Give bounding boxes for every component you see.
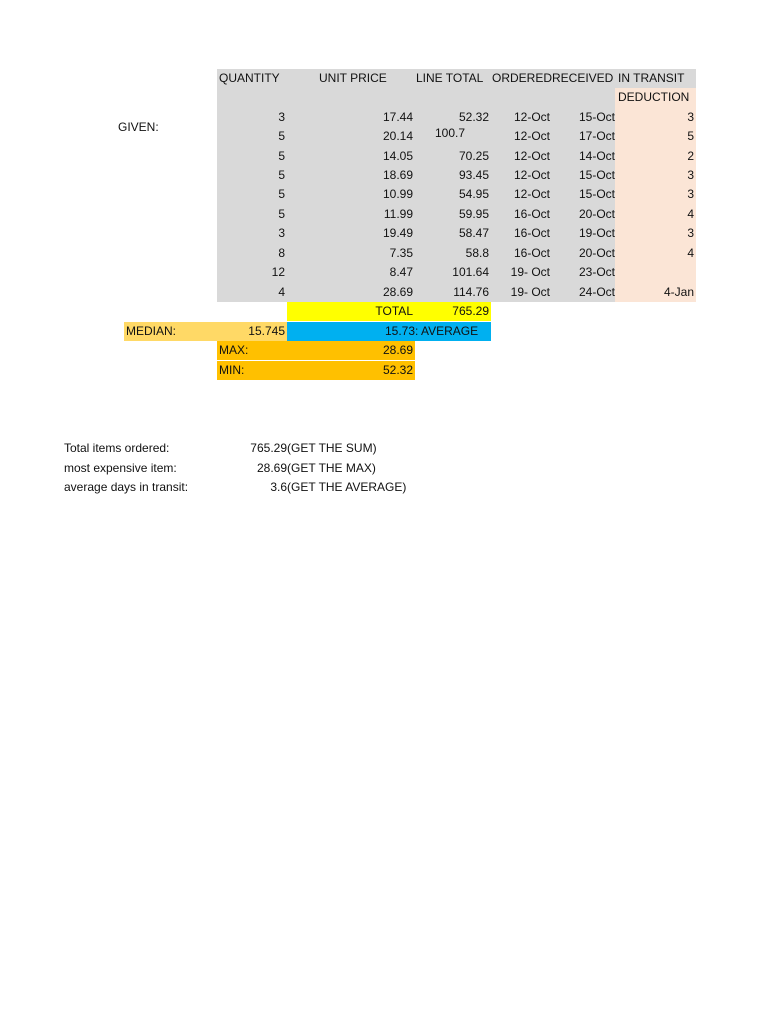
table-row-deduction[interactable]: 4: [687, 207, 694, 221]
table-row-received[interactable]: 15-Oct: [578, 168, 615, 182]
table-row-received[interactable]: 23-Oct: [578, 265, 615, 279]
table-row-quantity[interactable]: 5: [278, 168, 285, 182]
table-row-quantity[interactable]: 4: [278, 285, 285, 299]
table-row-quantity[interactable]: 3: [278, 226, 285, 240]
table-row-ordered[interactable]: 16-Oct: [513, 246, 550, 260]
table-row-ordered[interactable]: 12-Oct: [513, 187, 550, 201]
table-row-received[interactable]: 17-Oct: [578, 129, 615, 143]
table-row-deduction[interactable]: [617, 263, 696, 282]
table-row-quantity[interactable]: 5: [278, 187, 285, 201]
table-row-line-total[interactable]: 114.76: [453, 285, 489, 299]
given-label[interactable]: GIVEN:: [118, 120, 159, 134]
table-row-line-total[interactable]: 93.45: [458, 168, 489, 182]
header-unit-price[interactable]: UNIT PRICE: [319, 71, 387, 85]
table-row-ordered[interactable]: 12-Oct: [513, 168, 550, 182]
table-row-received[interactable]: 20-Oct: [578, 246, 615, 260]
summary-note: (GET THE SUM): [287, 441, 377, 455]
table-row-unit-price[interactable]: 20.14: [382, 129, 413, 143]
table-row-received[interactable]: 24-Oct: [578, 285, 615, 299]
table-row-ordered[interactable]: 12-Oct: [513, 149, 550, 163]
table-row-ordered[interactable]: 12-Oct: [513, 110, 550, 124]
table-row-received[interactable]: 19-Oct: [578, 226, 615, 240]
table-row-line-total[interactable]: 70.25: [458, 149, 489, 163]
min-value[interactable]: 52.32: [287, 361, 415, 380]
table-row-line-total[interactable]: 58.8: [465, 246, 489, 260]
table-row-deduction[interactable]: 3: [687, 187, 694, 201]
max-value[interactable]: 28.69: [287, 341, 415, 360]
table-row-line-total[interactable]: 100.7: [435, 126, 466, 140]
summary-value[interactable]: 765.29: [250, 441, 287, 455]
summary-value[interactable]: 28.69: [256, 461, 287, 475]
table-row-deduction[interactable]: 3: [687, 110, 694, 124]
table-row-ordered[interactable]: 19- Oct: [510, 265, 550, 279]
table-row-quantity[interactable]: 5: [278, 207, 285, 221]
table-row-quantity[interactable]: 8: [278, 246, 285, 260]
average-label[interactable]: : AVERAGE: [415, 322, 491, 341]
summary-value[interactable]: 3.6: [270, 480, 287, 494]
table-row-unit-price[interactable]: 17.44: [382, 110, 413, 124]
table-row-line-total[interactable]: 101.64: [452, 265, 489, 279]
table-row-unit-price[interactable]: 19.49: [382, 226, 413, 240]
summary-note: (GET THE MAX): [287, 461, 376, 475]
table-row-deduction[interactable]: 3: [687, 226, 694, 240]
header-deduction[interactable]: DEDUCTION: [618, 90, 690, 104]
median-value[interactable]: 15.745: [217, 322, 287, 341]
table-row-unit-price[interactable]: 18.69: [382, 168, 413, 182]
table-row-quantity[interactable]: 5: [278, 149, 285, 163]
table-row-quantity[interactable]: 5: [278, 129, 285, 143]
table-row-unit-price[interactable]: 10.99: [382, 187, 413, 201]
max-label[interactable]: MAX:: [217, 341, 287, 360]
table-row-quantity[interactable]: 12: [271, 265, 285, 279]
table-row-line-total[interactable]: 59.95: [458, 207, 489, 221]
min-label[interactable]: MIN:: [217, 361, 287, 380]
total-label[interactable]: TOTAL: [287, 302, 415, 321]
table-row-received[interactable]: 15-Oct: [578, 187, 615, 201]
table-row-unit-price[interactable]: 8.47: [389, 265, 413, 279]
table-row-unit-price[interactable]: 7.35: [389, 246, 413, 260]
header-received[interactable]: RECEIVED: [552, 71, 614, 85]
table-row-deduction[interactable]: 4: [687, 246, 694, 260]
table-row-deduction[interactable]: 4-Jan: [663, 285, 694, 299]
table-row-deduction[interactable]: 2: [687, 149, 694, 163]
table-row-received[interactable]: 20-Oct: [578, 207, 615, 221]
summary-note: (GET THE AVERAGE): [287, 480, 407, 494]
summary-label[interactable]: most expensive item:: [64, 461, 177, 475]
table-row-unit-price[interactable]: 28.69: [382, 285, 413, 299]
average-value[interactable]: 15.73: [287, 322, 415, 341]
table-row-ordered[interactable]: 16-Oct: [513, 226, 550, 240]
table-row-received[interactable]: 14-Oct: [578, 149, 615, 163]
table-row-line-total[interactable]: 54.95: [458, 187, 489, 201]
table-row-deduction[interactable]: 3: [687, 168, 694, 182]
table-row-line-total[interactable]: 52.32: [458, 110, 489, 124]
total-value[interactable]: 765.29: [415, 302, 491, 321]
table-row-unit-price[interactable]: 11.99: [383, 207, 413, 221]
table-row-ordered[interactable]: 16-Oct: [513, 207, 550, 221]
header-quantity[interactable]: QUANTITY: [219, 71, 280, 85]
table-row-deduction[interactable]: 5: [687, 129, 694, 143]
table-row-quantity[interactable]: 3: [278, 110, 285, 124]
table-row-received[interactable]: 15-Oct: [578, 110, 615, 124]
table-row-ordered[interactable]: 19- Oct: [510, 285, 550, 299]
header-in-transit[interactable]: IN TRANSIT: [618, 71, 685, 85]
summary-label[interactable]: Total items ordered:: [64, 441, 170, 455]
summary-label[interactable]: average days in transit:: [64, 480, 189, 494]
table-row-ordered[interactable]: 12-Oct: [513, 129, 550, 143]
table-row-unit-price[interactable]: 14.05: [382, 149, 413, 163]
header-line-total[interactable]: LINE TOTAL: [416, 71, 484, 85]
header-ordered[interactable]: ORDERED: [492, 71, 552, 85]
table-row-line-total[interactable]: 58.47: [458, 226, 489, 240]
median-label[interactable]: MEDIAN:: [124, 322, 217, 341]
